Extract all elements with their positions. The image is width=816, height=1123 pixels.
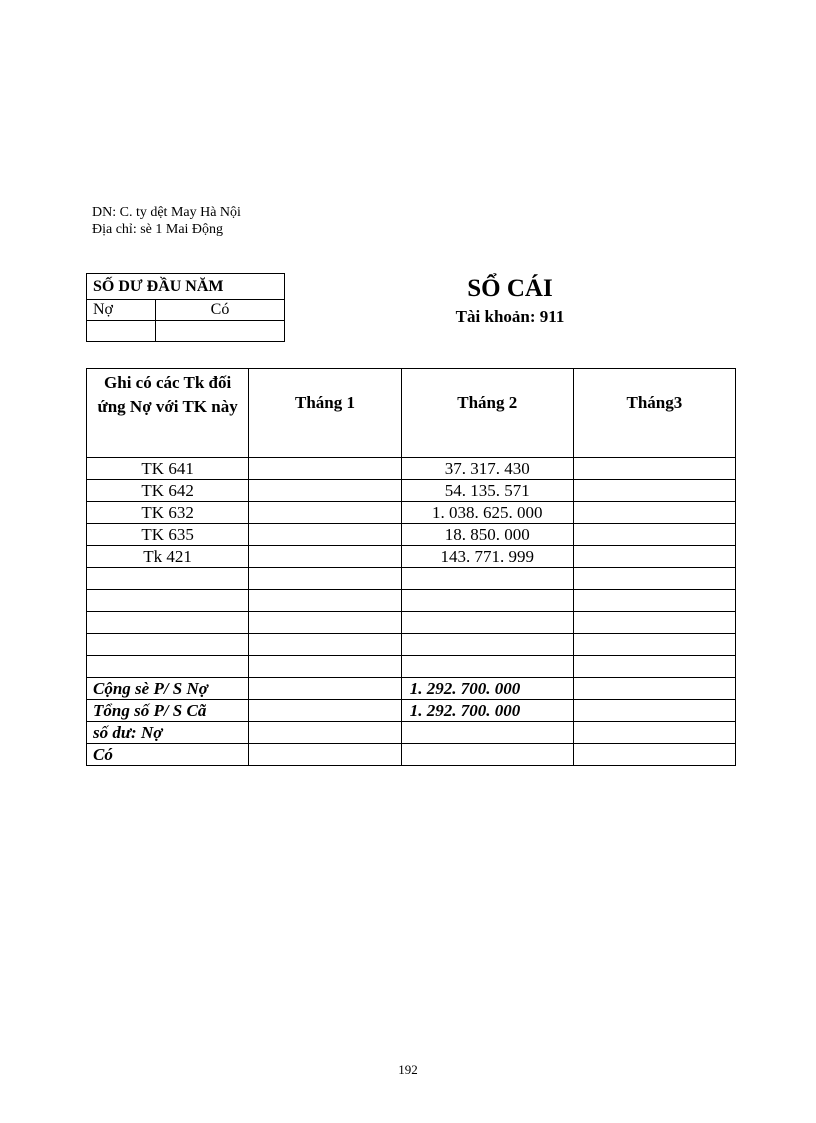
- row-month-1: [249, 458, 402, 480]
- page-number: 192: [398, 1062, 418, 1077]
- header-month-3-text: Tháng3: [626, 393, 683, 412]
- company-name: DN: C. ty dệt May Hà Nội: [92, 205, 241, 220]
- summary-month-3: [573, 700, 735, 722]
- ledger-title-block: [400, 274, 620, 328]
- table-row: [87, 502, 736, 524]
- opening-balance-table: [86, 273, 285, 342]
- summary-row-credit-total: [87, 700, 736, 722]
- summary-month-1: [249, 700, 402, 722]
- header-month-1-text: Tháng 1: [295, 393, 355, 412]
- row-month-2: 1. 038. 625. 000: [401, 502, 573, 524]
- empty-row: [87, 612, 736, 634]
- opening-balance-title: SỐ DƯ ĐẦU NĂM: [87, 274, 285, 300]
- summary-month-1: [249, 722, 402, 744]
- summary-label: Có: [87, 744, 249, 766]
- summary-row-closing-credit: [87, 744, 736, 766]
- summary-row-debit-total: [87, 678, 736, 700]
- row-account: TK 641: [87, 458, 249, 480]
- empty-row: [87, 590, 736, 612]
- header-month-2-text: Tháng 2: [457, 393, 518, 412]
- row-account: TK 642: [87, 480, 249, 502]
- row-account: Tk 421: [87, 546, 249, 568]
- row-month-1: [249, 524, 402, 546]
- row-month-2: 143. 771. 999: [401, 546, 573, 568]
- ledger-account: Tài khoản: 911: [455, 307, 565, 326]
- table-row: [87, 480, 736, 502]
- ledger-table: [86, 368, 736, 766]
- summary-label: Cộng sè P/ S Nợ: [87, 678, 249, 700]
- summary-row-closing-debit: [87, 722, 736, 744]
- summary-month-1: [249, 744, 402, 766]
- empty-row: [87, 634, 736, 656]
- header-month-3: [573, 369, 735, 458]
- company-info: [92, 204, 241, 238]
- summary-label: Tổng số P/ S Cã: [87, 700, 249, 722]
- summary-month-3: [573, 722, 735, 744]
- header-account: [87, 369, 249, 458]
- summary-month-3: [573, 744, 735, 766]
- summary-label: số dư: Nợ: [87, 722, 249, 744]
- header-month-1: [249, 369, 402, 458]
- empty-row: [87, 568, 736, 590]
- table-row: [87, 458, 736, 480]
- summary-month-2: [401, 744, 573, 766]
- summary-month-2: [401, 722, 573, 744]
- opening-credit-label: Có: [156, 300, 285, 321]
- row-month-3: [573, 546, 735, 568]
- table-row: [87, 546, 736, 568]
- ledger-header-row: [87, 369, 736, 458]
- table-row: [87, 524, 736, 546]
- row-account: TK 632: [87, 502, 249, 524]
- row-month-2: 54. 135. 571: [401, 480, 573, 502]
- opening-credit-value: [156, 321, 285, 342]
- row-month-3: [573, 502, 735, 524]
- summary-month-1: [249, 678, 402, 700]
- row-month-3: [573, 524, 735, 546]
- summary-month-2: 1. 292. 700. 000: [401, 700, 573, 722]
- opening-debit-value: [87, 321, 156, 342]
- header-month-2: [401, 369, 573, 458]
- company-address: Địa chỉ: sè 1 Mai Động: [92, 222, 224, 237]
- opening-debit-label: Nợ: [87, 300, 156, 321]
- empty-row: [87, 656, 736, 678]
- summary-month-3: [573, 678, 735, 700]
- row-month-1: [249, 546, 402, 568]
- header-account-text: Ghi có các Tk đối ứng Nợ với TK này: [97, 373, 238, 416]
- row-month-1: [249, 480, 402, 502]
- row-account: TK 635: [87, 524, 249, 546]
- row-month-3: [573, 458, 735, 480]
- row-month-2: 18. 850. 000: [401, 524, 573, 546]
- row-month-3: [573, 480, 735, 502]
- row-month-1: [249, 502, 402, 524]
- ledger-title: SỔ CÁI: [467, 275, 553, 302]
- summary-month-2: 1. 292. 700. 000: [401, 678, 573, 700]
- row-month-2: 37. 317. 430: [401, 458, 573, 480]
